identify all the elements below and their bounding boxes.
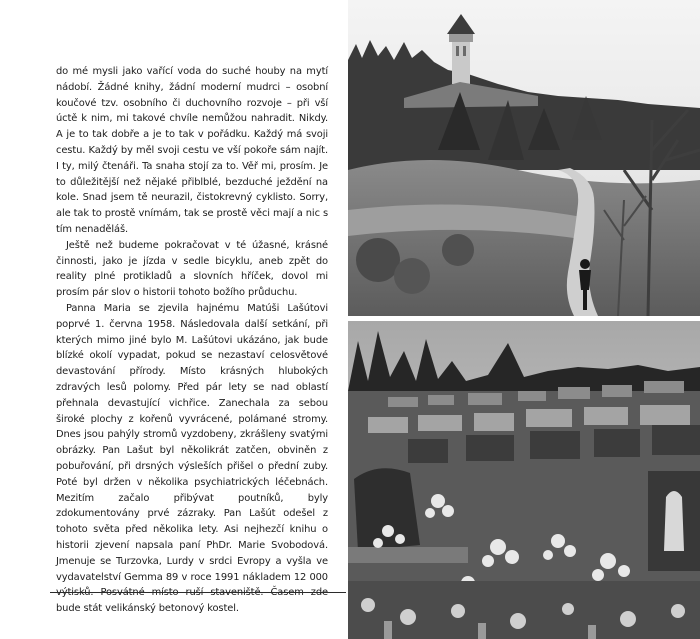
paragraph-2: Ještě než budeme pokračovat v té úžasné, krásné činnosti, jako je jízda v sedle bicyklu, aneb zpět do reality plné protikladů a slovních hříček, dovol mi prosím pár slov o historii tohoto božího průduchu. (56, 239, 328, 299)
cemetery-photo (348, 321, 700, 639)
paragraph-3: Panna Maria se zjevila hajnému Matúši Lašútovi poprvé 1. června 1958. Následovala další setkání, při kterých mimo jiné bylo M. Lašútovi ukázáno, jak bude blízké okolí vypadat, pokud se nezastaví celosvětové devastování přírody. Místo krásných hlubokých zdravých lesů polomy. Před pár lety se nad oblastí přehnala devastující vichřice. Zanechala za sebou široké plochy z kořenů vyvrácené, polámané stromy. Dnes jsou pahýly stromů vyzdobeny, zkrášleny svatými obrázky. Pan Lašut byl několikrát zatčen, obviněn z pobuřování, při drsných výsleších přišel o přední zuby. Poté byl držen v několika psychiatrických léčebnách. Mezitím začalo přibývat poutníků, byly zdokumentovány prvé zázraky. Pan Lašút odešel z tohoto světa před několika lety. Asi nejhezčí knihu o historii zjevení napsala paní PhDr. Marie Svobodová. Jmenuje se Turzovka, Lurdy v srdci Evropy a vyšla ve vydavatelství Gemma 89 v roce 1991 nákladem 12 000 bude stát velikánský betonový kostel. (56, 302, 328, 615)
page-footer-rule (50, 592, 346, 593)
cemetery-photo-image (348, 321, 700, 639)
landscape-photo (348, 0, 700, 316)
landscape-photo-image (348, 0, 700, 316)
paragraph-1: do mé mysli jako vařící voda do suché houby na mytí nádobí. Žádné knihy, žádní moderní mudrci – osobní koučové tzv. osobního či duchovního rozvoje – při vší úctě k nim, mi takové chvíle nemůžou nahradit. Nikdy. A je to tak dobře a je to tak v pořádku. Každý má svoji cestu. Každý by měl svoji cestu ve vší pokoře sám najít. I ty, milý čtenáři. Ta snaha stojí za to. Věř mi, prosím. Je to důležitější než nějaké přiblblé, bezduché ježdění na kole. Snad jsem tě neurazil, čistokrevný cyklisto. Sorry, ale tak to prostě vnímám, tak se prostě věci mají a nic s tím nenaděláš. (56, 66, 328, 235)
article-text (56, 64, 328, 617)
